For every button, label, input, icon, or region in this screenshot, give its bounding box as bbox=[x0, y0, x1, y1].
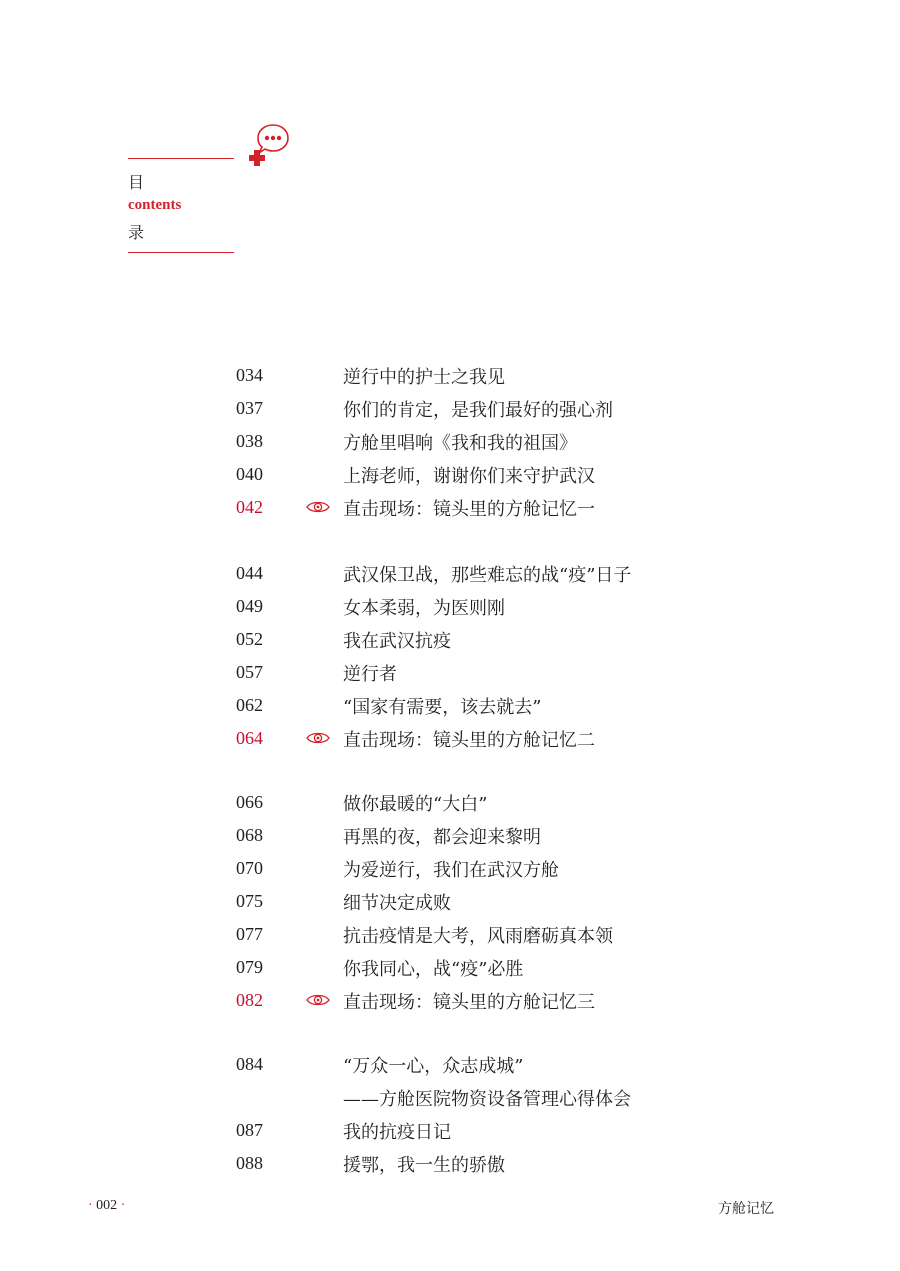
toc-title: 直击现场：镜头里的方舱记忆三 bbox=[343, 992, 595, 1013]
toc-page-number: 077 bbox=[236, 924, 263, 944]
header-char-lu: 录 bbox=[128, 223, 145, 242]
toc-entry[interactable] bbox=[0, 986, 900, 1019]
toc-page-number: 038 bbox=[236, 431, 263, 451]
contents-header bbox=[128, 124, 308, 264]
footer-page-value: 002 bbox=[96, 1198, 118, 1213]
toc-title: 逆行中的护士之我见 bbox=[343, 367, 505, 388]
eye-icon bbox=[306, 992, 330, 1008]
toc-title: 援鄂，我一生的骄傲 bbox=[343, 1155, 505, 1176]
eye-icon bbox=[306, 730, 330, 746]
toc-entry[interactable] bbox=[0, 592, 900, 625]
speech-bubble-icon bbox=[256, 123, 290, 155]
toc-page-number: 064 bbox=[236, 728, 263, 748]
toc-entry[interactable] bbox=[0, 493, 900, 526]
toc-page-number: 042 bbox=[236, 497, 263, 517]
toc-page-number: 040 bbox=[236, 464, 263, 484]
toc-entry[interactable] bbox=[0, 625, 900, 658]
toc-entry[interactable] bbox=[0, 460, 900, 493]
toc-entry[interactable] bbox=[0, 788, 900, 821]
toc-page-number: 034 bbox=[236, 365, 263, 385]
toc-page-number: 044 bbox=[236, 563, 263, 583]
toc-page-number: 087 bbox=[236, 1120, 263, 1140]
toc-page-number: 049 bbox=[236, 596, 263, 616]
toc-page-number: 066 bbox=[236, 792, 263, 812]
header-contents-label: contents bbox=[128, 197, 182, 213]
toc-title: 方舱里唱响《我和我的祖国》 bbox=[343, 433, 577, 454]
toc-entry[interactable] bbox=[0, 427, 900, 460]
toc-title: 你我同心，战“疫”必胜 bbox=[343, 959, 524, 980]
footer-dot-left: · bbox=[88, 1198, 93, 1213]
eye-icon bbox=[306, 499, 330, 515]
toc-entry[interactable] bbox=[0, 1149, 900, 1182]
toc-page-number: 070 bbox=[236, 858, 263, 878]
toc-title: “万众一心，众志成城” bbox=[343, 1056, 524, 1077]
toc-title: “国家有需要，该去就去” bbox=[343, 697, 542, 718]
toc-entry[interactable] bbox=[0, 559, 900, 592]
toc-entry[interactable] bbox=[0, 658, 900, 691]
toc-title: 你们的肯定，是我们最好的强心剂 bbox=[343, 400, 613, 421]
footer-book-title: 方舱记忆 bbox=[718, 1201, 774, 1217]
toc-title: 女本柔弱，为医则刚 bbox=[343, 598, 505, 619]
toc-title: 武汉保卫战，那些难忘的战“疫”日子 bbox=[343, 565, 632, 586]
toc-page-number: 088 bbox=[236, 1153, 263, 1173]
toc-page-number: 057 bbox=[236, 662, 263, 682]
toc-entry[interactable] bbox=[0, 1116, 900, 1149]
toc-entry[interactable] bbox=[0, 920, 900, 953]
toc-page-number: 075 bbox=[236, 891, 263, 911]
header-top-rule bbox=[128, 158, 234, 159]
toc-title: 上海老师，谢谢你们来守护武汉 bbox=[343, 466, 595, 487]
toc-page-number: 082 bbox=[236, 990, 263, 1010]
toc-page-number: 037 bbox=[236, 398, 263, 418]
toc-entry[interactable] bbox=[0, 691, 900, 724]
toc-page-number: 084 bbox=[236, 1054, 263, 1074]
toc-title: 我的抗疫日记 bbox=[343, 1122, 451, 1143]
header-bottom-rule bbox=[128, 252, 234, 253]
toc-entry[interactable] bbox=[0, 854, 900, 887]
toc-title: 抗击疫情是大考，风雨磨砺真本领 bbox=[343, 926, 613, 947]
toc-title: ——方舱医院物资设备管理心得体会 bbox=[343, 1089, 631, 1110]
toc-title: 直击现场：镜头里的方舱记忆一 bbox=[343, 499, 595, 520]
toc-page-number: 079 bbox=[236, 957, 263, 977]
toc-title: 直击现场：镜头里的方舱记忆二 bbox=[343, 730, 595, 751]
toc-page-number: 062 bbox=[236, 695, 263, 715]
toc-title: 做你最暖的“大白” bbox=[343, 794, 488, 815]
toc-title: 细节决定成败 bbox=[343, 893, 451, 914]
toc-page-number: 068 bbox=[236, 825, 263, 845]
toc-entry[interactable] bbox=[0, 1050, 900, 1083]
toc-entry[interactable] bbox=[0, 887, 900, 920]
toc-entry[interactable] bbox=[0, 394, 900, 427]
footer-dot-right: · bbox=[120, 1198, 126, 1213]
toc-entry[interactable] bbox=[0, 361, 900, 394]
toc-entry[interactable] bbox=[0, 724, 900, 757]
footer-page-number bbox=[88, 1198, 125, 1214]
toc-title: 为爱逆行，我们在武汉方舱 bbox=[343, 860, 559, 881]
header-char-mu: 目 bbox=[128, 173, 145, 192]
toc-title: 再黑的夜，都会迎来黎明 bbox=[343, 827, 541, 848]
toc-title: 我在武汉抗疫 bbox=[343, 631, 451, 652]
toc-entry[interactable] bbox=[0, 1083, 900, 1116]
toc-title: 逆行者 bbox=[343, 664, 397, 685]
toc-page-number: 052 bbox=[236, 629, 263, 649]
toc-entry[interactable] bbox=[0, 953, 900, 986]
toc-entry[interactable] bbox=[0, 821, 900, 854]
